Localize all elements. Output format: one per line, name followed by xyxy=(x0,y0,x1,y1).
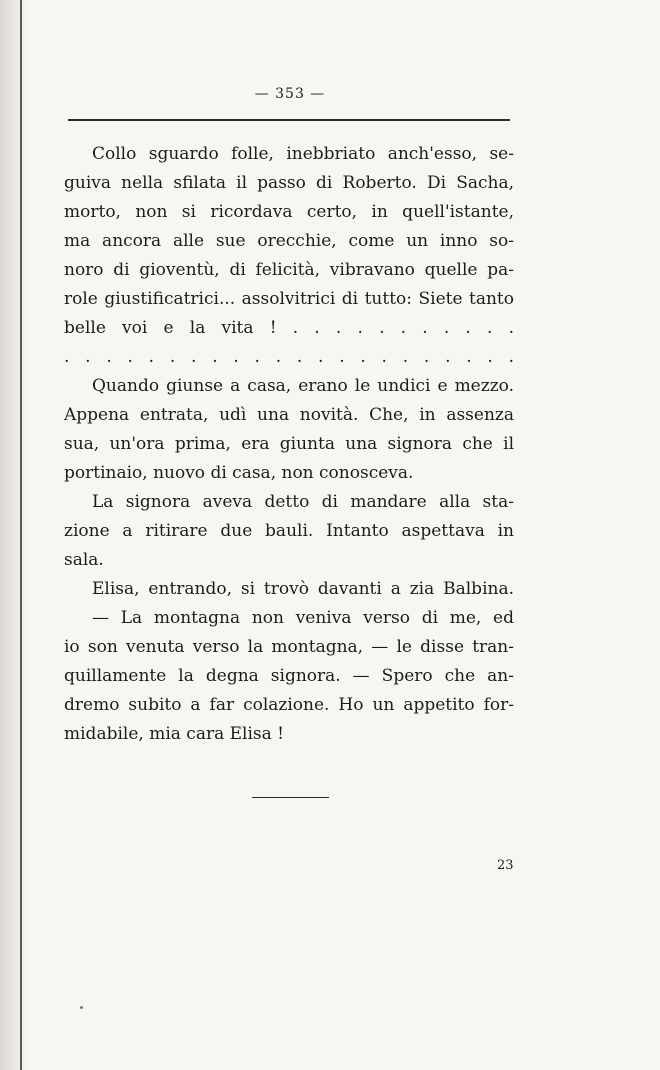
text-line: La signora aveva detto di mandare alla sta- xyxy=(92,492,514,512)
text-line: noro di gioventù, di felicità, vibravano quelle pa- xyxy=(64,260,514,280)
page-number: — 353 — xyxy=(254,86,326,102)
header-rule xyxy=(68,119,510,121)
text-line: sua, un'ora prima, era giunta una signora che il xyxy=(64,434,514,454)
text-line: sala. xyxy=(64,550,104,570)
closing-rule xyxy=(252,797,329,798)
text-line: portinaio, nuovo di casa, non conosceva. xyxy=(64,463,414,483)
text-line: guiva nella sfilata il passo di Roberto. Di Sacha, xyxy=(64,173,514,193)
text-line: Quando giunse a casa, erano le undici e mezzo. xyxy=(92,376,514,396)
ink-speck xyxy=(80,1006,83,1009)
text-line: belle voi e la vita ! . . . . . . . . . . . xyxy=(64,318,514,338)
text-line: dremo subito a far colazione. Ho un appetito for- xyxy=(64,695,514,715)
text-line: ma ancora alle sue orecchie, come un inno so- xyxy=(64,231,514,251)
text-line: Elisa, entrando, si trovò davanti a zia Balbina. xyxy=(92,579,514,599)
text-line: io son venuta verso la montagna, — le disse tran- xyxy=(64,637,514,657)
body-text xyxy=(64,140,514,749)
text-line: Appena entrata, udì una novità. Che, in assenza xyxy=(64,405,514,425)
text-line: — La montagna non veniva verso di me, ed xyxy=(92,608,514,628)
binding-line xyxy=(20,0,22,1070)
binding-edge xyxy=(0,0,30,1070)
text-line: Collo sguardo folle, inebbriato anch'esso, se- xyxy=(92,144,514,164)
ellipsis-line: . . . . . . . . . . . . . . . . . . . . . . xyxy=(64,347,514,367)
text-line: midabile, mia cara Elisa ! xyxy=(64,724,284,744)
text-line: morto, non si ricordava certo, in quell'istante, xyxy=(64,202,514,222)
text-line: zione a ritirare due bauli. Intanto aspettava in xyxy=(64,521,514,541)
signature-mark: 23 xyxy=(497,858,514,873)
text-line: role giustificatrici... assolvitrici di tutto: Siete tanto xyxy=(64,289,514,309)
text-line: quillamente la degna signora. — Spero che an- xyxy=(64,666,514,686)
